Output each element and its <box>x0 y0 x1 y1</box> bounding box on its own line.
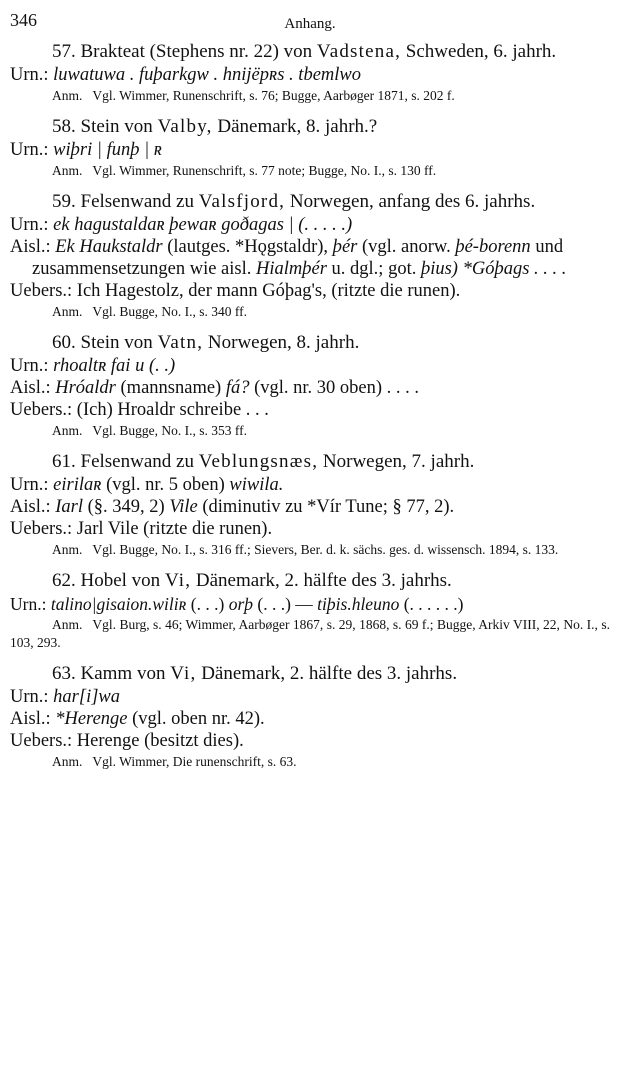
anm-note: Anm. Vgl. Wimmer, Runenschrift, s. 77 note; Bugge, No. I., s. 130 ff. <box>52 163 437 178</box>
uebers-line: Uebers.: Jarl Vile (ritzte die runen). <box>10 519 273 539</box>
page-header <box>10 6 610 36</box>
entry-title: 63. Kamm von Vi, Dänemark, 2. hälfte des 3. jahrhs. <box>52 663 458 684</box>
book-page <box>10 6 610 771</box>
entry-61 <box>10 450 610 559</box>
entry-62 <box>10 569 610 652</box>
aisl-line: Aisl.: Hróaldr (mannsname) fá? (vgl. nr. 30 oben) . . . . <box>10 378 420 398</box>
uebers-line: Uebers.: Ich Hagestolz, der mann Góþag's, (ritzte die runen). <box>10 281 461 301</box>
urn-line: Urn.: har[i]wa <box>10 687 120 707</box>
page-number: 346 <box>10 10 37 30</box>
entry-title: 59. Felsenwand zu Valsfjord, Norwegen, anfang des 6. jahrhs. <box>52 191 536 212</box>
entry-title: 60. Stein von Vatn, Norwegen, 8. jahrh. <box>52 332 360 353</box>
entry-title: 57. Brakteat (Stephens nr. 22) von Vadstena, Schweden, 6. jahrh. <box>52 41 557 62</box>
entry-57 <box>10 40 610 105</box>
entry-title: 62. Hobel von Vi, Dänemark, 2. hälfte des 3. jahrhs. <box>52 570 452 591</box>
urn-line: Urn.: luwatuwa . fuþarkgw . hnijëpʀs . tbemlwo <box>10 65 361 85</box>
entry-title: 61. Felsenwand zu Veblungsnæs, Norwegen, 7. jahrh. <box>52 451 475 472</box>
urn-line: Urn.: ek hagustaldaʀ þewaʀ goðagas | (. . . . .) <box>10 215 353 235</box>
aisl-line: Aisl.: Ek Haukstaldr (lautges. *Hǫgstaldr), þér (vgl. anorw. þé-borenn und zusammensetzungen wie aisl. Hialmþér u. dgl.; got. þius) *Góþags . . . . <box>10 237 567 279</box>
aisl-line: Aisl.: *Herenge (vgl. oben nr. 42). <box>10 709 265 729</box>
entry-60 <box>10 331 610 440</box>
uebers-line: Uebers.: Herenge (besitzt dies). <box>10 731 244 751</box>
anm-note: Anm. Vgl. Bugge, No. I., s. 316 ff.; Sievers, Ber. d. k. sächs. ges. d. wissensch. 1894, s. 133. <box>52 542 559 557</box>
anm-note: Anm. Vgl. Bugge, No. I., s. 353 ff. <box>52 423 247 438</box>
urn-line: Urn.: talino|gisaion.wiliʀ (. . .) orþ (. . .) — tiþis.hleuno (. . . . . .) <box>10 594 464 614</box>
aisl-line: Aisl.: Iarl (§. 349, 2) Vile (diminutiv zu *Vír Tune; § 77, 2). <box>10 497 455 517</box>
anm-note: Anm. Vgl. Burg, s. 46; Wimmer, Aarbøger 1867, s. 29, 1868, s. 69 f.; Bugge, Arkiv VIII, 22, No. I., s. 103, 293. <box>10 617 610 650</box>
anm-note: Anm. Vgl. Wimmer, Runenschrift, s. 76; Bugge, Aarbøger 1871, s. 202 f. <box>52 88 455 103</box>
urn-line: Urn.: rhoaltʀ fai u (. .) <box>10 356 176 376</box>
anm-note: Anm. Vgl. Bugge, No. I., s. 340 ff. <box>52 304 247 319</box>
entry-58 <box>10 115 610 180</box>
running-title: Anhang. <box>284 16 336 32</box>
uebers-line: Uebers.: (Ich) Hroaldr schreibe . . . <box>10 400 269 420</box>
urn-line: Urn.: eirilaʀ (vgl. nr. 5 oben) wiwila. <box>10 475 284 495</box>
urn-line: Urn.: wiþri | funþ | ʀ <box>10 140 163 160</box>
entry-59 <box>10 190 610 321</box>
anm-note: Anm. Vgl. Wimmer, Die runenschrift, s. 63. <box>52 754 297 769</box>
entry-63 <box>10 662 610 771</box>
entry-title: 58. Stein von Valby, Dänemark, 8. jahrh.? <box>52 116 378 137</box>
